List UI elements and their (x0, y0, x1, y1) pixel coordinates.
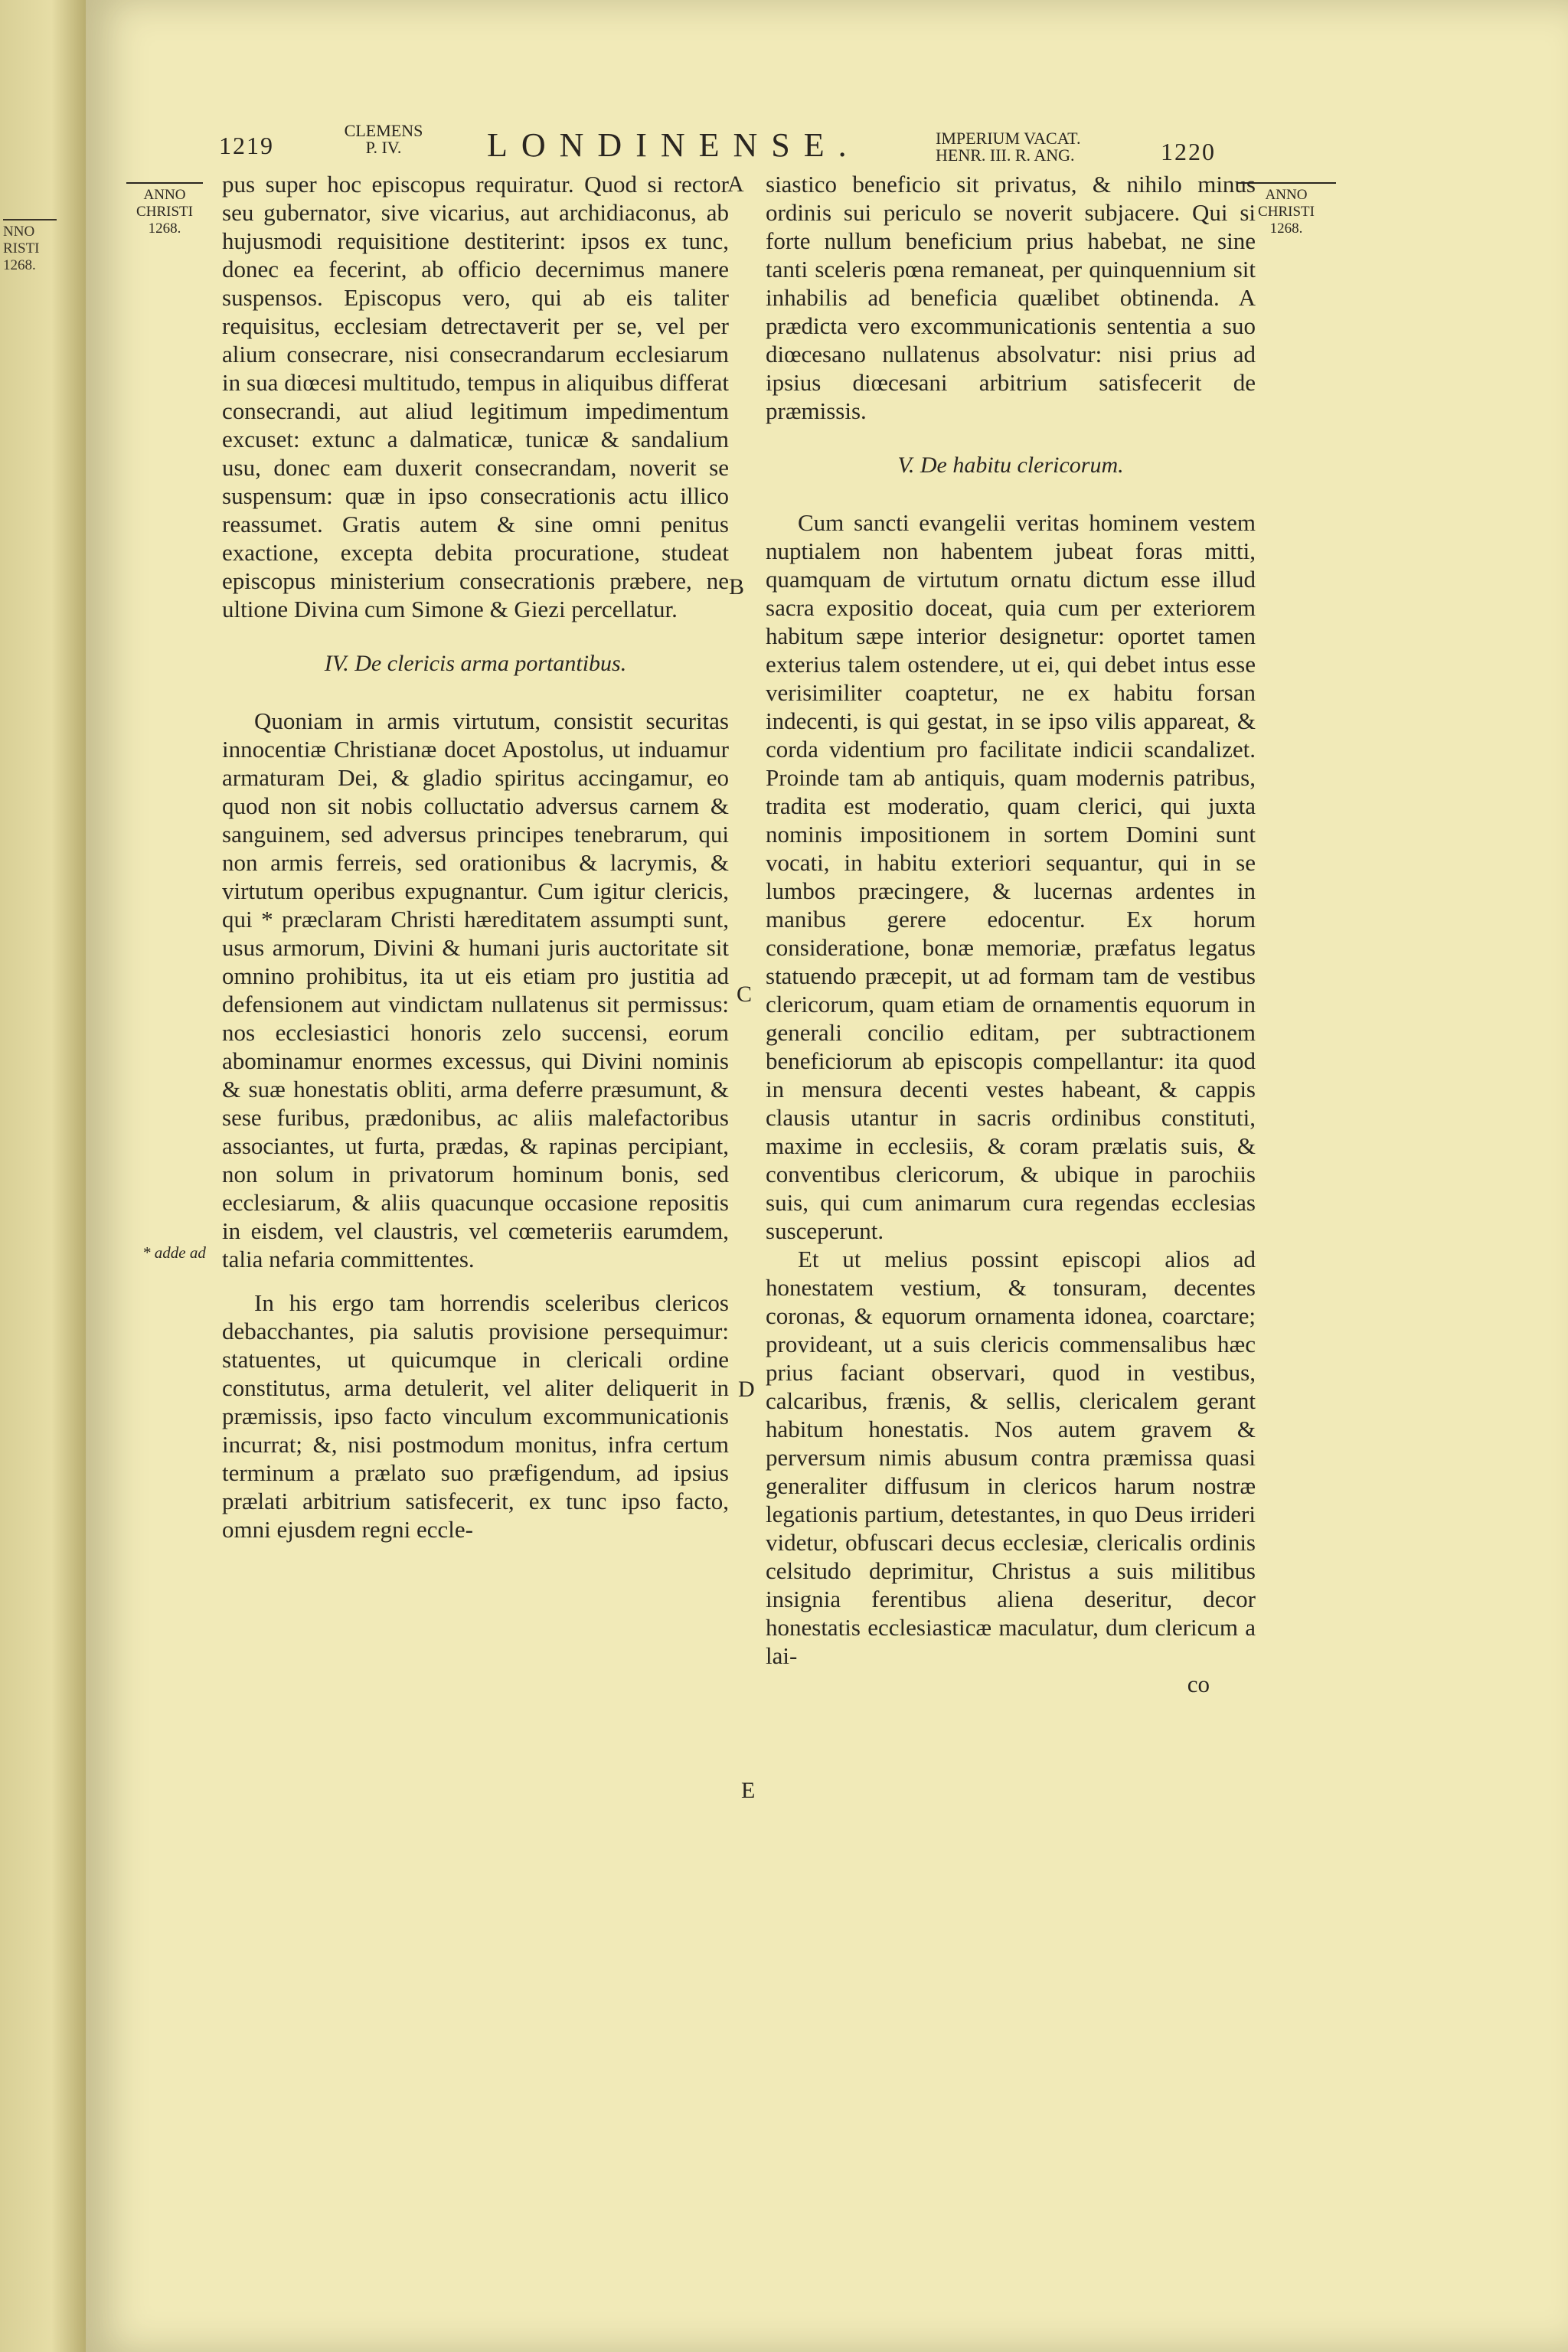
previous-page-edge (0, 0, 86, 2352)
paragraph: Cum sancti evangelii veritas hominem vestem nuptialem non habentem jubeat foras mitti, quamquam de virtutum ornatu dictum esse illud sacra expositio doceat, quia cum per exteriorem habitum sæpe interior designetur: oportet tamen exterius talem ostendere, ut ei, qui debet intus esse verisimiliter coaptetur, ne ex habitu forsan indecenti, is qui gestat, in se ipso vilis appareat, & corda videntium pro facilitate indicii scandalizet. Proinde tam ab antiquis, quam modernis patribus, tradita est moderatio, quam clerici, qui juxta nominis impositionem in sortem Domini sunt vocati, in habitu exteriori sequantur, qui in se lumbos præcingere, & lucernas ardentes in manibus gerere edocentur. Ex horum consideratione, bonæ memoriæ, præfatus legatus statuendo præcepit, ut ad formam tam de vestibus clericorum, quam etiam de ornamentis equorum in generali concilio editam, per subtractionem beneficiorum ab episcopis compellantur: ita quod in mensura decenti vestes habeant, & cappis clausis utantur in sacris ordinibus constituti, maxime in ecclesiis, & coram prælatis suis, & conventibus clericorum, & ubique in parochiis suis, qui cum animarum cura regendas ecclesias susceperunt. (766, 509, 1256, 1244)
paragraph: pus super hoc episcopus requiratur. Quod si rector seu gubernator, sive vicarius, aut archidiaconus, ab hujusmodi requisitione destiterint: ipsos ex tunc, donec ea fecerint, ab officio decernimus manere suspensos. Episcopus vero, qui ab eis taliter requisitus, ecclesiam detrectaverit per se, vel per alium consecrare, nisi consecrandarum ecclesiarum in sua diœcesi multitudo, tempus in aliquibus differat consecrandi, aut aliud legitimum impedimentum excuset: extunc a dalmaticæ, tunicæ & sandalium usu, donec eam duxerit consecrandam, noverit se suspensum: quæ in ipso consecrationis actu illico reassumet. Gratis autem & sine omni penitus exactione, excepta debita procuratione, studeat episcopus ministerium consecrationis præbere, ne ultione Divina cum Simone & Giezi percellatur. (222, 171, 729, 622)
left-margin-note-year (130, 182, 199, 237)
paragraph-gap (222, 1273, 729, 1289)
left-running-head (334, 122, 433, 156)
left-text-column (222, 170, 729, 1544)
section-letter-a: A (727, 172, 744, 197)
paragraph: siastico beneficio sit privatus, & nihilo minus ordinis sui periculo se noverit subjacere. Qui si forte nullum beneficium prius habebat, ne sine tanti sceleris pœna remaneat, per quinquennium sit inhabilis ad beneficia quælibet obtinenda. A prædicta vero excommunicationis sententia a suo diœcesano nullatenus absolvatur: nisi prius ad ipsius diœcesani arbitrium satisfecerit de præmissis. (766, 171, 1256, 424)
margin-note-line: NNO (3, 224, 35, 240)
section-heading: IV. De clericis arma portantibus. (324, 651, 627, 676)
running-head-line: IMPERIUM VACAT. (936, 129, 1081, 148)
margin-note-line: 1268. (148, 220, 181, 237)
section-letter-e: E (741, 1778, 756, 1803)
margin-note-line: RISTI (3, 240, 40, 256)
catchword: co (1187, 1671, 1210, 1697)
right-page-number: 1220 (1161, 138, 1216, 165)
margin-note-adde: * adde ad (142, 1243, 206, 1262)
margin-note-line: ANNO (143, 187, 186, 203)
paragraph: Quoniam in armis virtutum, consistit securitas innocentiæ Christianæ docet Apostolus, ut induamur armaturam Dei, & gladio spiritus accingamur, eo quod non sit nobis colluctatio adversus carnem & sanguinem, sed adversus principes tenebrarum, qui non armis ferreis, sed orationibus & lacrymis, & virtutum operibus expugnantur. Cum igitur clericis, qui * præclaram Christi hæreditatem assumpti sunt, usus armorum, Divini & humani juris auctoritate sit omnino prohibitus, ita ut eis etiam pro justitia ad defensionem aut vindictam nullatenus sit permissus: nos ecclesiastici honoris zelo succensi, eorum abominamur enormes excessus, qui Divini nominis & suæ honestatis obliti, arma deferre præsumunt, & sese furibus, prædonibus, ac aliis malefactoribus associantes, ut furta, prædas, & rapinas percipiant, non solum in privatorum hominum bonis, sed ecclesiarum, & aliis quacunque occasione repositis in eisdem, vel claustris, vel cœmeteriis earumdem, talia nefaria committentes. (222, 707, 729, 1272)
margin-note-line: CHRISTI (1258, 204, 1315, 220)
right-running-head (936, 130, 1135, 164)
right-text-column (766, 170, 1256, 1698)
margin-note-line: 1268. (1269, 220, 1303, 237)
margin-note-line: CHRISTI (136, 204, 193, 220)
prev-page-margin-note (3, 219, 64, 274)
margin-note-line: 1268. (3, 257, 36, 273)
running-head-line: CLEMENS (344, 121, 423, 140)
paragraph: Et ut melius possint episcopi alios ad honestatem vestium, & tonsuram, decentes coronas, & equorum ornamenta idonea, coarctare; provideant, ut a suis clericis commensalibus hæc prius faciant observari, quod in vestibus, calcaribus, frænis, & sellis, clericalem gerant habitum honestatis. Nos autem gravem & perversum nimis abusum contra præmissa quasi generaliter diffusum in clericos harum nostræ legationis partium, detestantes, in quo Deus irrideri videtur, obfuscari decus ecclesiæ, clericalis ordinis celsitudo deprimitur, Christus a suis militibus insignia ferentibus aliena deseritur, decor honestatis ecclesiasticæ maculatur, dum clericum a lai- (766, 1246, 1256, 1669)
section-letter-c: C (737, 982, 753, 1007)
margin-rule (3, 219, 57, 220)
left-page-number: 1219 (219, 132, 274, 159)
margin-note-line: ANNO (1265, 187, 1308, 203)
paragraph: In his ergo tam horrendis sceleribus clericos debacchantes, pia salutis provisione persequimur: statuentes, ut quicumque in clericali ordine constitutus, arma detulerit, vel aliter deliquerit in præmissis, ipso facto vinculum excommunicationis incurrat; &, nisi postmodum monitus, infra certum terminum a prælato suo præfigendum, ad ipsius prælati arbitrium satisfecerit, ex tunc ipso facto, omni ejusdem regni eccle- (222, 1289, 729, 1543)
running-head-line: HENR. III. R. ANG. (936, 145, 1075, 165)
page-title: LONDINENSE. (487, 126, 861, 164)
section-letter-b: B (729, 574, 745, 599)
section-heading: V. De habitu clericorum. (897, 452, 1124, 478)
section-letter-d: D (738, 1377, 755, 1402)
margin-rule (126, 182, 203, 184)
running-head-line: P. IV. (365, 138, 402, 157)
